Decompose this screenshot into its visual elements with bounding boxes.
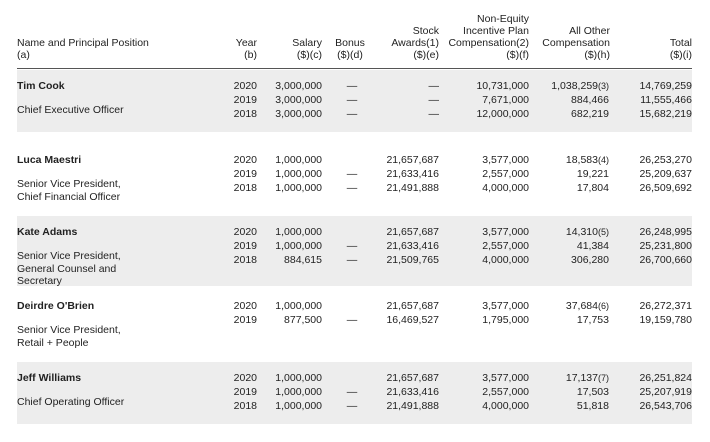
cell-year: 2020 xyxy=(233,154,257,166)
cell-total: 26,543,706 xyxy=(639,400,692,412)
header-name-label: Name and Principal Position xyxy=(17,37,149,49)
cell-bonus: — xyxy=(346,80,358,92)
cell-salary: 1,000,000 xyxy=(275,386,322,398)
cell-other-value: 51,818 xyxy=(576,400,609,412)
cell-other-value: 19,221 xyxy=(576,168,609,180)
cell-year: 2019 xyxy=(233,386,257,398)
cell-year: 2019 xyxy=(233,240,257,252)
cell-other xyxy=(551,80,609,93)
executive-title-line: Chief Financial Officer xyxy=(17,190,121,203)
cell-stock: 21,491,888 xyxy=(386,182,439,194)
cell-other-value: 682,219 xyxy=(571,108,609,120)
cell-nonequity: 7,671,000 xyxy=(482,94,529,106)
cell-nonequity: 3,577,000 xyxy=(482,226,529,238)
cell-other xyxy=(566,154,609,167)
cell-salary: 1,000,000 xyxy=(275,154,322,166)
cell-stock: 21,491,888 xyxy=(386,400,439,412)
executive-title xyxy=(17,396,124,409)
executive-title xyxy=(17,104,124,117)
cell-other xyxy=(571,108,609,121)
cell-stock: — xyxy=(428,94,439,106)
cell-total: 15,682,219 xyxy=(639,108,692,120)
cell-total: 26,509,692 xyxy=(639,182,692,194)
cell-year: 2020 xyxy=(233,372,257,384)
cell-stock: 21,657,687 xyxy=(386,226,439,238)
executive-name: Jeff Williams xyxy=(17,372,82,384)
executive-name: Tim Cook xyxy=(17,80,65,92)
cell-total: 26,248,995 xyxy=(639,226,692,238)
header-stock-label: Stock xyxy=(412,25,439,37)
executive-title-line: Senior Vice President, xyxy=(17,324,121,336)
cell-nonequity: 10,731,000 xyxy=(476,80,529,92)
cell-other-value: 41,384 xyxy=(576,240,609,252)
executive-group xyxy=(17,216,692,286)
cell-salary: 1,000,000 xyxy=(275,226,322,238)
cell-salary: 3,000,000 xyxy=(275,108,322,120)
header-nonequity-sub2: Compensation(2) xyxy=(448,37,529,49)
executive-title xyxy=(17,178,121,203)
cell-total: 11,555,466 xyxy=(640,94,692,106)
header-year-label: Year xyxy=(235,37,257,49)
cell-other xyxy=(571,254,609,267)
cell-other-value: 884,466 xyxy=(571,94,609,106)
executive-name: Luca Maestri xyxy=(17,154,82,166)
cell-other xyxy=(566,300,609,313)
cell-nonequity: 4,000,000 xyxy=(482,400,529,412)
cell-stock: 21,633,416 xyxy=(386,168,439,180)
cell-bonus: — xyxy=(346,240,358,252)
cell-year: 2018 xyxy=(233,400,257,412)
cell-year: 2020 xyxy=(233,80,257,92)
executive-name: Deirdre O'Brien xyxy=(17,300,95,312)
header-stock-code: ($)(e) xyxy=(413,49,439,61)
cell-stock: 21,657,687 xyxy=(386,154,439,166)
cell-salary: 3,000,000 xyxy=(275,80,322,92)
cell-salary: 1,000,000 xyxy=(275,168,322,180)
cell-stock: 21,633,416 xyxy=(386,240,439,252)
cell-stock: 21,657,687 xyxy=(386,372,439,384)
footnote-marker: (4) xyxy=(598,155,609,165)
header-nonequity-label: Non-Equity xyxy=(477,13,529,25)
header-bonus xyxy=(330,37,370,61)
header-nonequity-sub1: Incentive Plan xyxy=(463,25,529,37)
cell-year: 2018 xyxy=(233,182,257,194)
cell-nonequity: 2,557,000 xyxy=(482,168,529,180)
cell-stock: 21,657,687 xyxy=(386,300,439,312)
cell-stock: — xyxy=(428,80,439,92)
executive-title-line: Chief Operating Officer xyxy=(17,396,125,408)
cell-year: 2019 xyxy=(233,94,257,106)
header-nonequity-code: ($)(f) xyxy=(506,49,529,61)
cell-salary: 1,000,000 xyxy=(275,372,322,384)
cell-bonus: — xyxy=(346,108,358,120)
cell-bonus: — xyxy=(346,386,358,398)
header-nonequity xyxy=(448,13,529,61)
cell-bonus: — xyxy=(346,94,358,106)
cell-bonus: — xyxy=(346,400,358,412)
header-total-label: Total xyxy=(669,37,692,49)
cell-total: 26,700,660 xyxy=(639,254,692,266)
header-other-label: All Other xyxy=(569,25,610,37)
header-total xyxy=(670,37,692,61)
footnote-marker: (3) xyxy=(598,81,609,91)
cell-other xyxy=(566,372,609,385)
cell-nonequity: 4,000,000 xyxy=(482,254,529,266)
cell-total: 14,769,259 xyxy=(639,80,692,92)
cell-salary: 877,500 xyxy=(284,314,322,326)
cell-year: 2019 xyxy=(233,314,257,326)
cell-other-value: 17,137 xyxy=(565,372,598,384)
cell-other xyxy=(577,386,609,399)
cell-year: 2018 xyxy=(233,254,257,266)
cell-bonus: — xyxy=(346,182,358,194)
executive-title-line: Senior Vice President, xyxy=(17,250,121,262)
header-salary-code: ($)(c) xyxy=(296,49,322,61)
footnote-marker: (6) xyxy=(598,301,609,311)
cell-other-value: 14,310 xyxy=(565,226,598,238)
header-other xyxy=(542,25,610,61)
cell-other xyxy=(577,400,609,413)
executive-title-line: Chief Executive Officer xyxy=(17,104,124,116)
cell-stock: 16,469,527 xyxy=(386,314,439,326)
cell-other xyxy=(577,240,609,253)
executive-title xyxy=(17,324,121,349)
cell-stock: 21,509,765 xyxy=(386,254,439,266)
header-bonus-code: ($)(d) xyxy=(337,49,363,61)
header-other-code: ($)(h) xyxy=(584,49,610,61)
cell-other xyxy=(577,182,609,195)
header-stock xyxy=(391,25,439,61)
cell-total: 25,231,800 xyxy=(639,240,692,252)
cell-other xyxy=(577,168,609,181)
cell-nonequity: 3,577,000 xyxy=(482,372,529,384)
header-salary-label: Salary xyxy=(292,37,322,49)
cell-other-value: 17,503 xyxy=(576,386,609,398)
cell-nonequity: 3,577,000 xyxy=(482,300,529,312)
cell-other xyxy=(566,226,609,239)
executive-group xyxy=(17,290,692,354)
executive-title-line: Retail + People xyxy=(17,336,89,349)
header-name-code: (a) xyxy=(17,49,30,61)
header-stock-sub: Awards(1) xyxy=(391,37,439,49)
header-year xyxy=(236,37,257,61)
table-header xyxy=(0,0,710,67)
footnote-marker: (5) xyxy=(598,227,609,237)
executive-title-line: Senior Vice President, xyxy=(17,178,121,190)
cell-salary: 1,000,000 xyxy=(275,182,322,194)
cell-bonus: — xyxy=(346,168,358,180)
cell-nonequity: 4,000,000 xyxy=(482,182,529,194)
header-total-code: ($)(i) xyxy=(669,49,692,61)
header-bonus-label: Bonus xyxy=(335,37,365,49)
cell-other-value: 17,753 xyxy=(576,314,609,326)
cell-year: 2020 xyxy=(233,300,257,312)
header-divider xyxy=(17,68,692,69)
cell-other-value: 17,804 xyxy=(576,182,609,194)
cell-salary: 1,000,000 xyxy=(275,300,322,312)
cell-nonequity: 2,557,000 xyxy=(482,240,529,252)
cell-year: 2018 xyxy=(233,108,257,120)
cell-stock: 21,633,416 xyxy=(386,386,439,398)
executive-name: Kate Adams xyxy=(17,226,78,238)
header-year-code: (b) xyxy=(244,49,257,61)
cell-other xyxy=(571,94,609,107)
executive-group xyxy=(17,70,692,132)
cell-nonequity: 12,000,000 xyxy=(476,108,529,120)
cell-other-value: 1,038,259 xyxy=(551,80,598,92)
cell-year: 2020 xyxy=(233,226,257,238)
cell-stock: — xyxy=(428,108,439,120)
cell-other-value: 37,684 xyxy=(565,300,598,312)
cell-bonus: — xyxy=(346,314,358,326)
executive-group xyxy=(17,144,692,206)
cell-year: 2019 xyxy=(233,168,257,180)
cell-other-value: 18,583 xyxy=(565,154,598,166)
cell-total: 26,251,824 xyxy=(639,372,692,384)
executive-group xyxy=(17,362,692,424)
cell-nonequity: 1,795,000 xyxy=(482,314,529,326)
cell-total: 19,159,780 xyxy=(639,314,692,326)
cell-salary: 1,000,000 xyxy=(275,400,322,412)
cell-salary: 1,000,000 xyxy=(275,240,322,252)
cell-nonequity: 2,557,000 xyxy=(482,386,529,398)
cell-nonequity: 3,577,000 xyxy=(482,154,529,166)
cell-total: 25,207,919 xyxy=(639,386,692,398)
header-salary xyxy=(292,37,322,61)
cell-total: 26,253,270 xyxy=(639,154,692,166)
cell-other-value: 306,280 xyxy=(571,254,609,266)
cell-total: 26,272,371 xyxy=(639,300,692,312)
header-other-sub: Compensation xyxy=(542,37,610,49)
header-name xyxy=(17,37,149,61)
executive-title xyxy=(17,250,121,288)
footnote-marker: (7) xyxy=(598,373,609,383)
cell-bonus: — xyxy=(346,254,358,266)
cell-other xyxy=(577,314,609,327)
executive-title-line: General Counsel and xyxy=(17,262,117,275)
executive-title-line: Secretary xyxy=(17,275,62,287)
cell-salary: 3,000,000 xyxy=(275,94,322,106)
cell-total: 25,209,637 xyxy=(639,168,692,180)
cell-salary: 884,615 xyxy=(284,254,322,266)
